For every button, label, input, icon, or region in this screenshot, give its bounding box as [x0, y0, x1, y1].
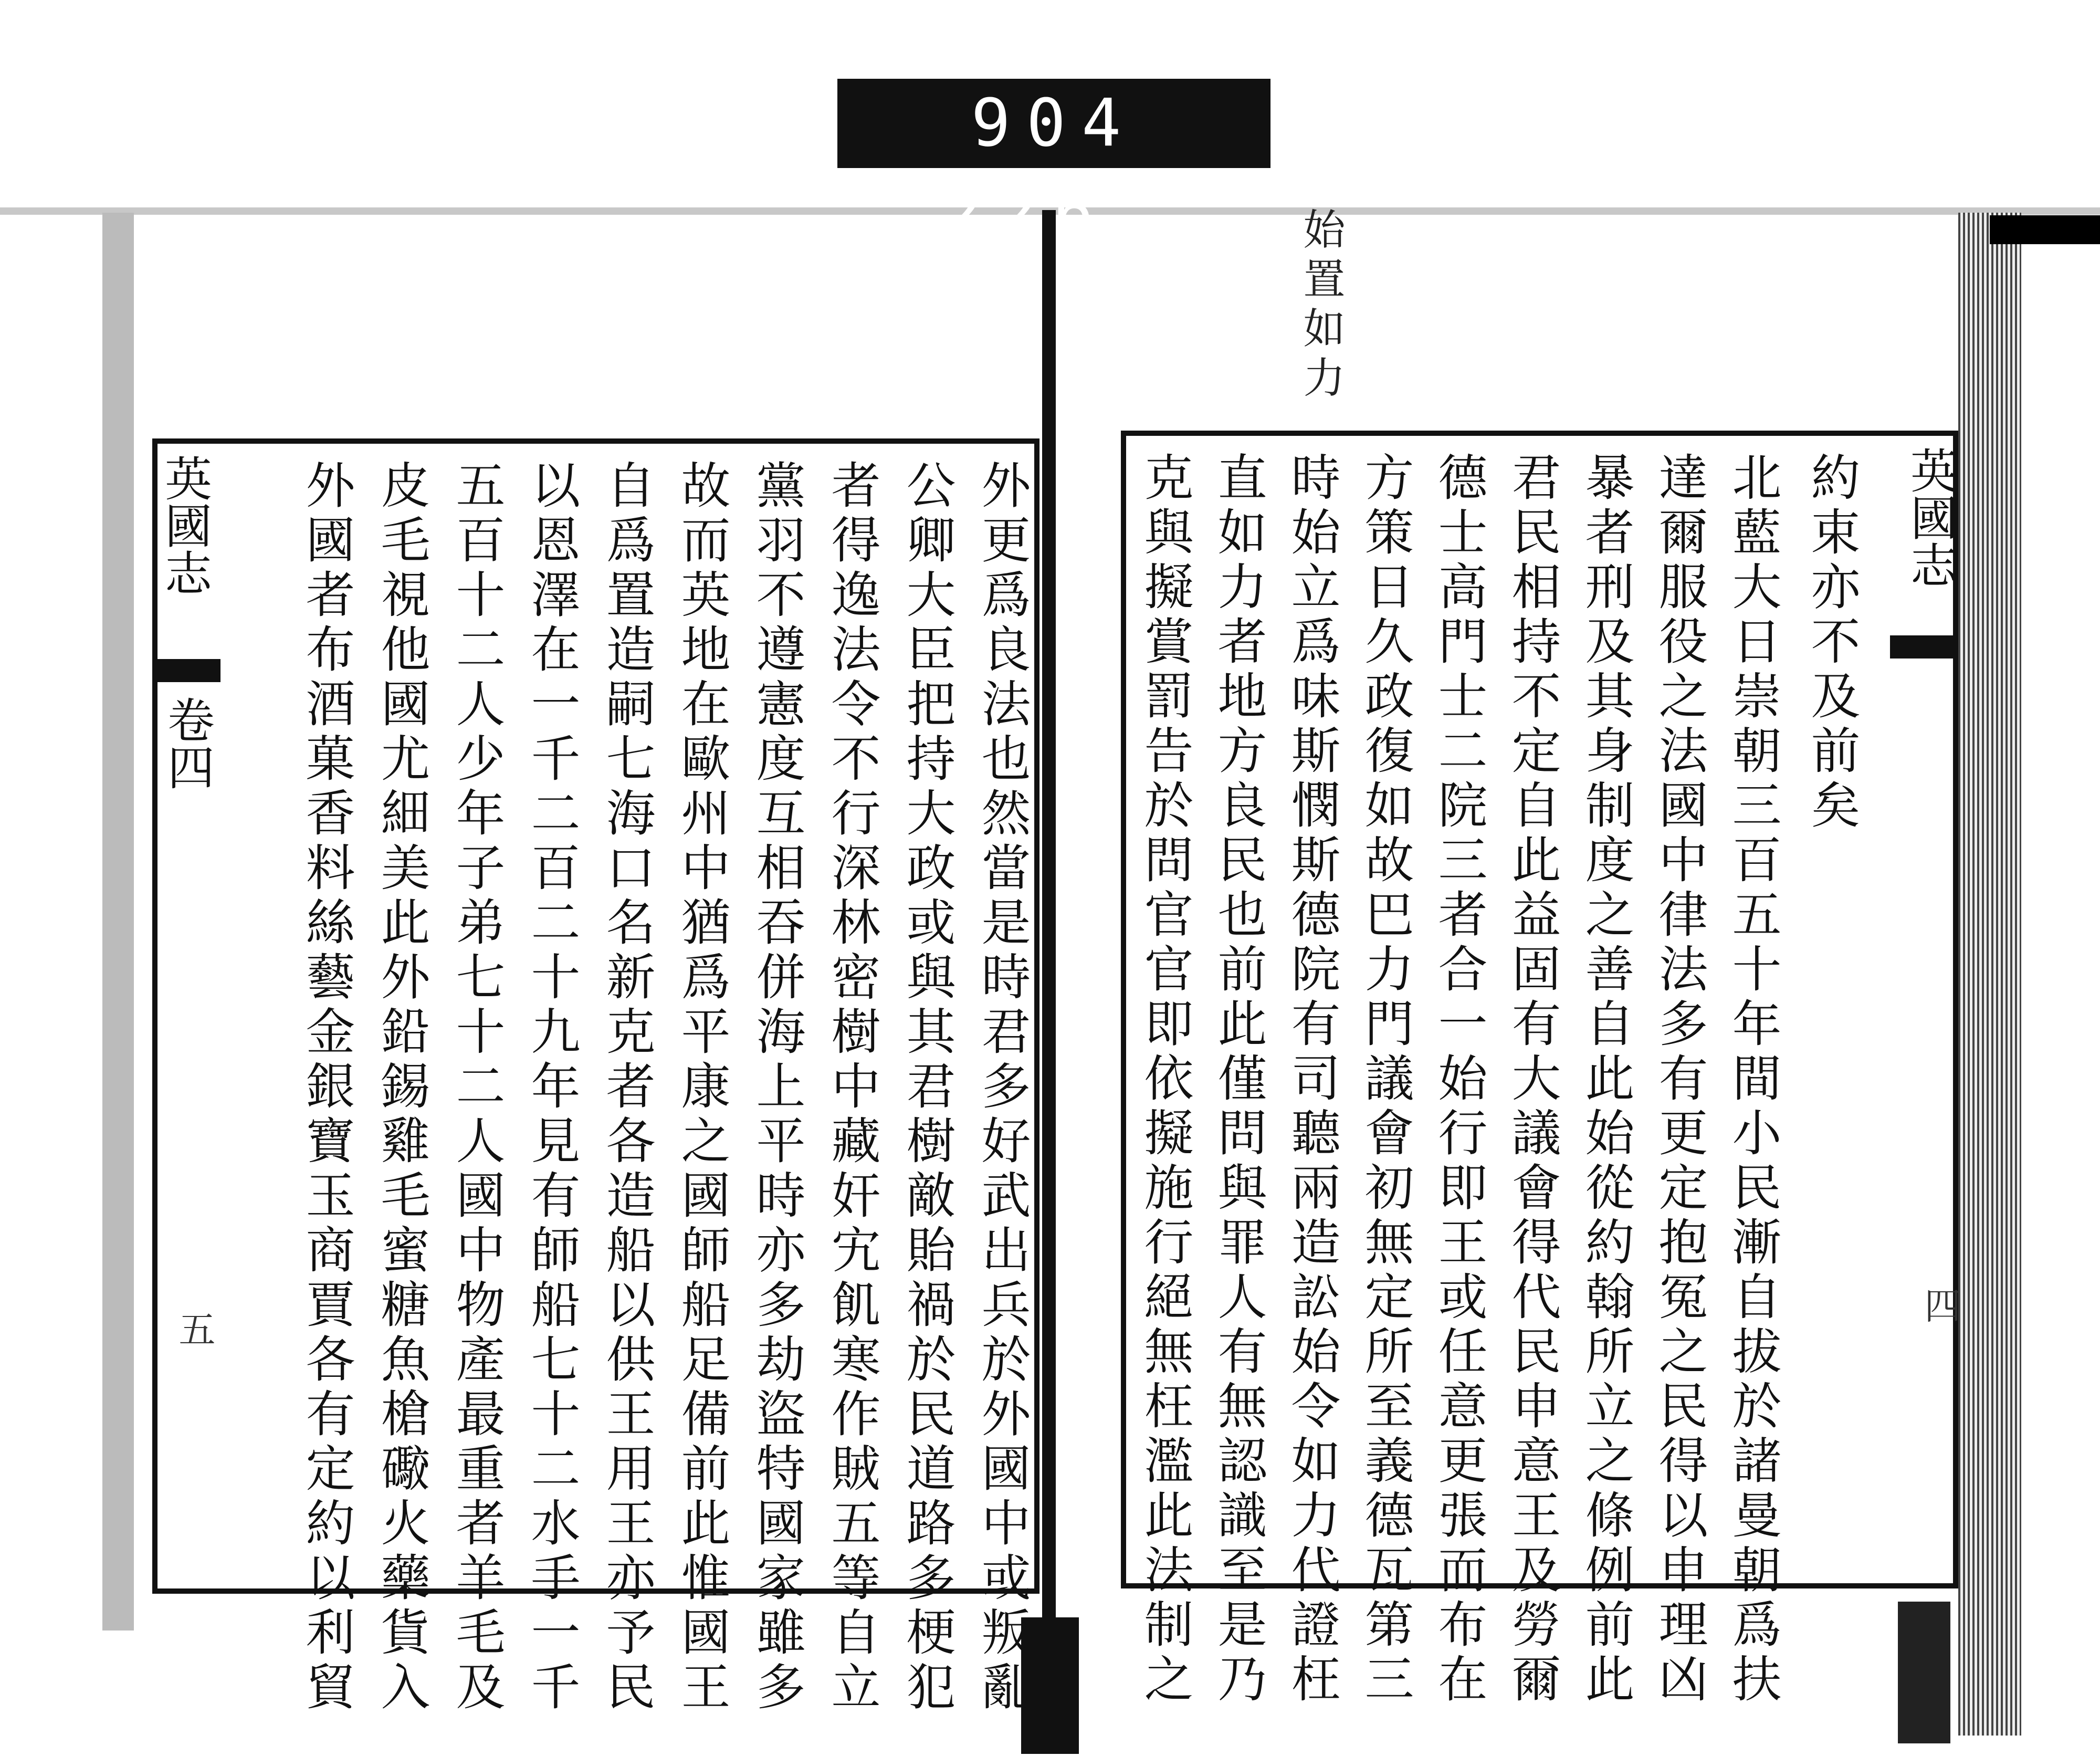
- text-column: 北藍大日崇朝三百五十年間小民漸自拔於諸曼朝爲扶: [1724, 452, 1781, 1708]
- page-number: 五: [173, 1310, 216, 1347]
- text-column: 暴者刑及其身制度之善自此始從約翰所立之條例前此: [1577, 452, 1634, 1708]
- volume-label: 卷四: [159, 696, 214, 790]
- dark-edge-bottom: [1898, 1602, 1950, 1743]
- right-page: [1121, 431, 1961, 1708]
- text-column: 德士高門士二院三者合一始行即王或任意更張而布在: [1430, 452, 1487, 1708]
- text-column: 故而英地在歐州中猶爲平康之國師船足備前此惟國王: [673, 459, 730, 1716]
- text-column: 公卿大臣把持大政或與其君樹敵貽禍於民道路多梗犯: [898, 459, 955, 1716]
- text-column: 五百十二人少年子弟七十二人國中物產最重者羊毛及: [447, 459, 505, 1716]
- text-column: 克與擬賞罰告於問官官即依擬施行絕無枉濫此法制之: [1136, 452, 1193, 1708]
- right-page-edge: [1958, 213, 2021, 1736]
- left-spine-shadow: [102, 213, 134, 1630]
- fishtail-mark: [1890, 635, 1956, 659]
- text-column: 君民相持不定自此益固有大議會得代民申意王及勞爾: [1503, 452, 1560, 1708]
- right-edge-dark: [1990, 215, 2100, 244]
- text-column: 約束亦不及前矣: [1802, 452, 1860, 834]
- accession-label: 904 226.: [837, 79, 1270, 168]
- fishtail-mark: [158, 659, 220, 682]
- handwritten-annotation: 始置如力: [1296, 207, 1345, 405]
- text-column: 以恩澤在一千二百二十九年見有師船七十二水手一千: [522, 459, 580, 1716]
- text-column: 時始立爲味斯憫斯德院有司聽兩造訟始令如力代證枉: [1283, 452, 1340, 1708]
- text-column: 皮毛視他國尤細美此外鉛錫雞毛蜜糖魚槍礮火藥貨入: [372, 459, 429, 1716]
- text-column: 自爲置造嗣七海口名新克者各造船以供王用王亦予民: [597, 459, 655, 1716]
- book-title: 英國志: [1902, 446, 1957, 588]
- text-column: 達爾服役之法國中律法多有更定抱冤之民得以申理凶: [1650, 452, 1707, 1708]
- gutter: [1042, 210, 1056, 1628]
- text-column: 黨羽不遵憲度互相吞併海上平時亦多劫盜特國家雖多: [748, 459, 805, 1716]
- page-number: 四: [1918, 1287, 1961, 1323]
- text-column: 直如力者地方良民也前此僅問與罪人有無認識至是乃: [1209, 452, 1266, 1708]
- text-column: 外更爲良法也然當是時君多好武出兵於外國中或叛亂: [973, 459, 1030, 1716]
- text-column: 外國者布酒菓香料絲藝金銀寶玉商賈各有定約以利貿: [297, 459, 354, 1716]
- text-column: 方策日久政復如故巴力門議會初無定所至義德瓦第三: [1356, 452, 1413, 1708]
- left-page: [152, 438, 1040, 1716]
- book-title: 英國志: [156, 454, 212, 596]
- text-column: 者得逸法令不行深林密樹中藏奸宄飢寒作賊五等自立: [823, 459, 880, 1716]
